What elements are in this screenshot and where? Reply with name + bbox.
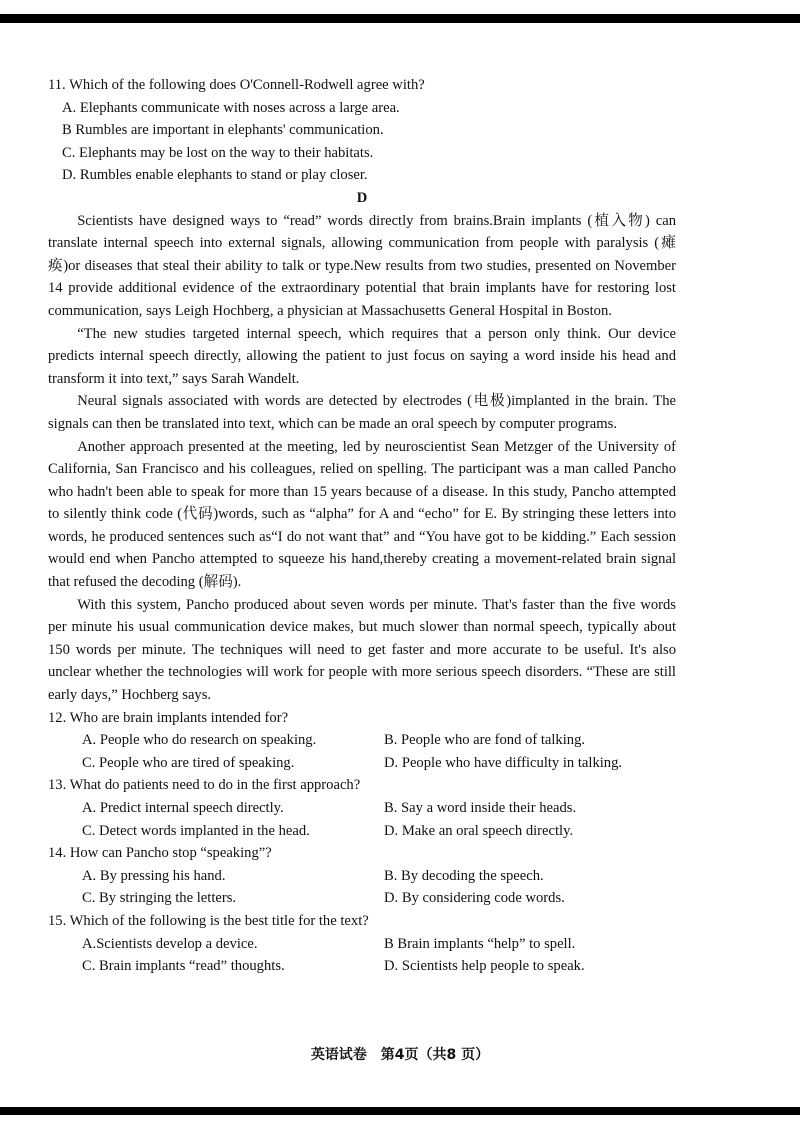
question-12-stem: 12. Who are brain implants intended for? <box>48 709 289 726</box>
passage-paragraph-3: Neural signals associated with words are detected by electrodes (电极)implanted in the brain. The signals can then be translated into text, which can be made an oral speech by computer programs. <box>48 393 676 432</box>
question-13-option-b: B. Say a word inside their heads. <box>384 800 577 816</box>
question-14-options <box>48 865 676 910</box>
question-11 <box>48 74 676 187</box>
question-15-option-b: B Brain implants “help” to spell. <box>384 935 576 952</box>
question-11-option-c: C. Elephants may be lost on the way to their habitats. <box>62 144 374 161</box>
question-12 <box>48 707 676 775</box>
page-footer: 英语试卷 第4页（共8 页） <box>310 1047 490 1063</box>
reading-passage <box>48 210 676 707</box>
passage-paragraph-2: “The new studies targeted internal speech, which requires that a person only think. Our device predicts internal speech directly, allowing the patient to just focus on saying a word inside his head and transform it into text,” says Sarah Wandelt. <box>48 325 676 387</box>
question-14-option-a: A. By pressing his hand. <box>82 867 226 884</box>
top-border-rule <box>0 14 800 23</box>
question-13-stem: 13. What do patients need to do in the first approach? <box>48 777 361 794</box>
question-14-option-d: D. By considering code words. <box>384 890 565 907</box>
question-13 <box>48 774 676 842</box>
question-14-option-c: C. By stringing the letters. <box>82 890 237 907</box>
question-11-option-d: D. Rumbles enable elephants to stand or play closer. <box>62 167 368 184</box>
question-15-option-c: C. Brain implants “read” thoughts. <box>82 958 285 975</box>
question-13-option-c: C. Detect words implanted in the head. <box>82 822 310 839</box>
question-14-stem: 14. How can Pancho stop “speaking”? <box>48 845 272 862</box>
bottom-border-rule <box>0 1107 800 1115</box>
question-13-option-d: D. Make an oral speech directly. <box>384 822 574 839</box>
question-11-stem: 11. Which of the following does O'Connell-Rodwell agree with? <box>48 77 425 93</box>
question-15-options <box>48 933 676 978</box>
passage-paragraph-4: Another approach presented at the meeting, led by neuroscientist Sean Metzger of the University of California, San Francisco and his colleagues, relied on spelling. The participant was a man called Pancho who hadn't been able to speak for more than 15 years because of a disease. In this study, Pancho attempted to silently think code (代码)words, such as “alpha” for A and “echo” for E. By stringing these letters into words, he produced sentences such as“I do not want that” and “You have got to be kidding.” Each session would end when Pancho attempted to squeeze his hand,thereby creating a movement-related brain signal that refused the decoding (解码). <box>48 438 676 591</box>
question-15-option-d: D. Scientists help people to speak. <box>384 958 585 975</box>
question-12-option-d: D. People who have difficulty in talking. <box>384 754 623 771</box>
passage-paragraph-5: With this system, Pancho produced about seven words per minute. That's faster than the five words per minute his usual communication device makes, but much slower than normal speech, typically about 150 words per minute. The techniques will need to get faster and more accurate to be useful. It's also unclear whether the technologies will work for people with more serious speech disorders. “These are still early days,” Hochberg says. <box>48 596 676 704</box>
question-15-option-a: A.Scientists develop a device. <box>82 935 258 952</box>
question-14 <box>48 842 676 910</box>
passage-paragraph-1: Scientists have designed ways to “read” words directly from brains.Brain implants (植入物) can translate internal speech into external signals, allowing communication from people with paralysis (瘫痪)or diseases that steal their ability to talk or type.New results from two studies, presented on November 14 provide additional evidence of the extraordinary potential that brain implants have for restoring lost communication, says Leigh Hochberg, a physician at Massachusetts General Hospital in Boston. <box>48 212 676 319</box>
question-15 <box>48 910 676 978</box>
question-14-option-b: B. By decoding the speech. <box>384 867 544 884</box>
question-11-option-b: B Rumbles are important in elephants' communication. <box>62 122 384 139</box>
question-15-stem: 15. Which of the following is the best title for the text? <box>48 912 369 929</box>
question-12-option-a: A. People who do research on speaking. <box>82 732 317 749</box>
question-12-option-c: C. People who are tired of speaking. <box>82 754 295 771</box>
question-13-options <box>48 797 676 842</box>
section-letter: D <box>356 189 368 206</box>
question-13-option-a: A. Predict internal speech directly. <box>82 800 284 816</box>
question-12-options <box>48 729 676 774</box>
exam-page <box>48 74 676 978</box>
question-12-option-b: B. People who are fond of talking. <box>384 732 586 749</box>
question-11-option-a: A. Elephants communicate with noses across a large area. <box>62 99 400 116</box>
